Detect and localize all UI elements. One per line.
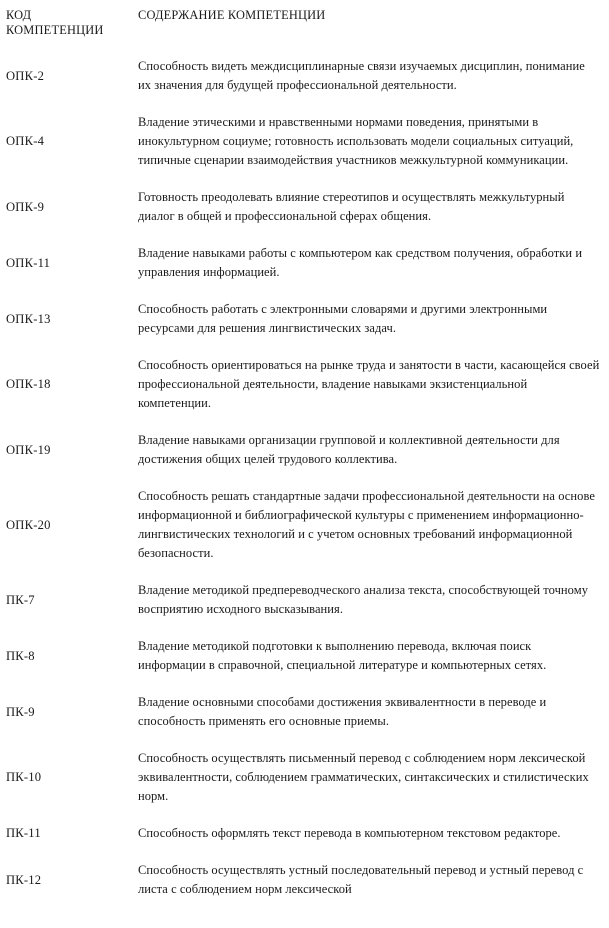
competency-code: ПК-8	[6, 648, 35, 663]
table-row	[6, 572, 603, 628]
competency-code: ОПК-11	[6, 255, 51, 270]
competency-description: Владение методикой подготовки к выполнению перевода, включая поиск информации в справочной, специальной литературе и компьютерных сетях.	[138, 639, 547, 673]
competency-code: ПК-11	[6, 826, 41, 841]
table-row	[6, 422, 603, 478]
table-row	[6, 852, 603, 908]
table-row	[6, 179, 603, 235]
table-row	[6, 48, 603, 104]
competency-description: Способность оформлять текст перевода в компьютерном текстовом редакторе.	[138, 826, 561, 841]
table-row	[6, 684, 603, 740]
table-row	[6, 815, 603, 852]
column-header-code: КОД КОМПЕТЕНЦИИ	[6, 8, 104, 38]
table-row	[6, 478, 603, 572]
table-row	[6, 235, 603, 291]
table-header-row	[6, 8, 603, 48]
competency-code: ОПК-13	[6, 311, 51, 326]
table-body	[6, 48, 603, 908]
competency-code: ОПК-18	[6, 377, 51, 392]
table-header	[6, 8, 603, 48]
competencies-table	[6, 8, 603, 908]
table-row	[6, 740, 603, 815]
competency-description: Способность осуществлять устный последовательный перевод и устный перевод с листа с соблюдением норм лексической	[138, 863, 584, 897]
competency-description: Способность осуществлять письменный перевод с соблюдением норм лексической эквивалентности, соблюдением грамматических, синтаксических и стилистических норм.	[138, 751, 589, 804]
table-row	[6, 628, 603, 684]
competency-description: Способность решать стандартные задачи профессиональной деятельности на основе информационной и библиографической культуры с применением информационно-лингвистических технологий и с учетом основных требований информационной безопасности.	[138, 489, 595, 561]
table-row	[6, 291, 603, 347]
competency-description: Готовность преодолевать влияние стереотипов и осуществлять межкультурный диалог в общей и профессиональной сферах общения.	[138, 190, 565, 224]
competency-code: ПК-7	[6, 592, 35, 607]
competency-code: ОПК-9	[6, 199, 45, 214]
competency-code: ПК-10	[6, 770, 42, 785]
competency-code: ОПК-2	[6, 68, 45, 83]
competency-code: ОПК-4	[6, 134, 45, 149]
competency-description: Владение этическими и нравственными нормами поведения, принятыми в инокультурном социуме; готовность использовать модели социальных ситуаций, типичные сценарии взаимодействия участников межкультурной коммуникации.	[138, 115, 574, 168]
competency-code: ПК-12	[6, 872, 42, 887]
competency-description: Способность ориентироваться на рынке труда и занятости в части, касающейся своей профессиональной деятельности, владение навыками экзистенциальной компетенции.	[138, 358, 600, 411]
table-row	[6, 347, 603, 422]
competency-description: Способность работать с электронными словарями и другими электронными ресурсами для решения лингвистических задач.	[138, 302, 548, 336]
competency-code: ПК-9	[6, 704, 35, 719]
column-header-description: СОДЕРЖАНИЕ КОМПЕТЕНЦИИ	[138, 8, 326, 22]
competency-description: Владение навыками работы с компьютером как средством получения, обработки и управления информацией.	[138, 246, 583, 280]
competency-code: ОПК-19	[6, 442, 51, 457]
competency-description: Владение навыками организации групповой и коллективной деятельности для достижения общих целей трудового коллектива.	[138, 433, 560, 467]
competency-description: Способность видеть междисциплинарные связи изучаемых дисциплин, понимание их значения для будущей профессиональной деятельности.	[138, 59, 585, 93]
table-row	[6, 104, 603, 179]
competency-code: ОПК-20	[6, 517, 51, 532]
competency-description: Владение основными способами достижения эквивалентности в переводе и способность применять его основные приемы.	[138, 695, 547, 729]
competency-description: Владение методикой предпереводческого анализа текста, способствующей точному восприятию исходного высказывания.	[138, 583, 588, 617]
